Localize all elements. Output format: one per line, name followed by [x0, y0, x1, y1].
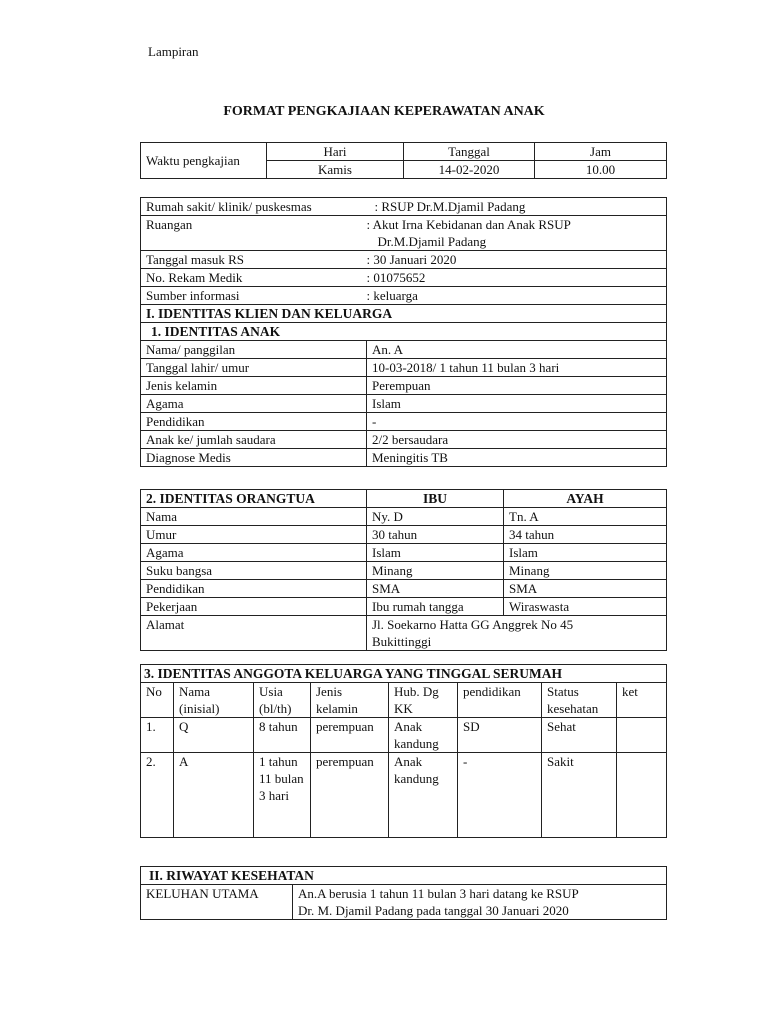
hari-value: Kamis [267, 161, 404, 179]
ruangan-line-2: Dr.M.Djamil Padang [377, 234, 487, 249]
anggota-status: Sehat [542, 718, 617, 753]
ayah-value: Islam [504, 544, 667, 562]
orangtua-label: Nama [141, 508, 367, 526]
anggota-table [140, 664, 667, 838]
anak-value: An. A [367, 341, 667, 359]
orangtua-label: Suku bangsa [141, 562, 367, 580]
orangtua-title: 2. IDENTITAS ORANGTUA [141, 490, 367, 508]
anggota-usia: 1 tahun 11 bulan 3 hari [254, 753, 311, 838]
ibu-value: 30 tahun [367, 526, 504, 544]
ayah-value: Tn. A [504, 508, 667, 526]
anak-label: Diagnose Medis [141, 449, 367, 467]
info-value: : 30 Januari 2020 [367, 251, 667, 269]
section-riwayat: II. RIWAYAT KESEHATAN [141, 867, 667, 885]
jam-value: 10.00 [535, 161, 667, 179]
anggota-no: 2. [141, 753, 174, 838]
anggota-jk: perempuan [311, 753, 389, 838]
anak-value: Meningitis TB [367, 449, 667, 467]
anggota-jk: perempuan [311, 718, 389, 753]
section-identitas: I. IDENTITAS KLIEN DAN KELUARGA [141, 305, 667, 323]
info-label: No. Rekam Medik [141, 269, 367, 287]
alamat-label: Alamat [141, 616, 367, 651]
anak-value: 10-03-2018/ 1 tahun 11 bulan 3 hari [367, 359, 667, 377]
ibu-value: SMA [367, 580, 504, 598]
anak-label: Tanggal lahir/ umur [141, 359, 367, 377]
ayah-value: Minang [504, 562, 667, 580]
anak-value: - [367, 413, 667, 431]
header-nama: Nama (inisial) [174, 683, 254, 718]
hari-header: Hari [267, 143, 404, 161]
jam-header: Jam [535, 143, 667, 161]
anggota-title: 3. IDENTITAS ANGGOTA KELUARGA YANG TINGGAL SERUMAH [141, 665, 667, 683]
alamat-value [367, 616, 667, 651]
orangtua-label: Pendidikan [141, 580, 367, 598]
anggota-pendidikan: - [458, 753, 542, 838]
orangtua-label: Agama [141, 544, 367, 562]
anggota-pendidikan: SD [458, 718, 542, 753]
anggota-ket [617, 753, 667, 838]
info-label: Sumber informasi [141, 287, 367, 305]
ruangan-line-1: : Akut Irna Kebidanan dan Anak RSUP [366, 217, 571, 232]
waktu-label: Waktu pengkajian [141, 143, 267, 179]
anak-value: 2/2 bersaudara [367, 431, 667, 449]
ayah-value: 34 tahun [504, 526, 667, 544]
orangtua-table [140, 489, 667, 651]
ibu-value: Ibu rumah tangga [367, 598, 504, 616]
header-pendidikan: pendidikan [458, 683, 542, 718]
keluhan-value [293, 885, 667, 920]
ibu-value: Minang [367, 562, 504, 580]
lampiran-label: Lampiran [148, 44, 199, 59]
anggota-nama: A [174, 753, 254, 838]
riwayat-table [140, 866, 667, 920]
ayah-value: Wiraswasta [504, 598, 667, 616]
identitas-table [140, 197, 667, 467]
tanggal-value: 14-02-2020 [404, 161, 535, 179]
info-label: Tanggal masuk RS [141, 251, 367, 269]
tanggal-header: Tanggal [404, 143, 535, 161]
anak-label: Jenis kelamin [141, 377, 367, 395]
anggota-status: Sakit [542, 753, 617, 838]
info-value: : 01075652 [367, 269, 667, 287]
anggota-ket [617, 718, 667, 753]
info-value [367, 216, 667, 251]
identitas-anak-title: 1. IDENTITAS ANAK [141, 323, 667, 341]
header-hub-kk: Hub. Dg KK [389, 683, 458, 718]
orangtua-label: Umur [141, 526, 367, 544]
anggota-usia: 8 tahun [254, 718, 311, 753]
anggota-nama: Q [174, 718, 254, 753]
anggota-hub: Anak kandung [389, 718, 458, 753]
anak-label: Nama/ panggilan [141, 341, 367, 359]
ibu-value: Ny. D [367, 508, 504, 526]
anggota-no: 1. [141, 718, 174, 753]
keluhan-label: KELUHAN UTAMA [141, 885, 293, 920]
info-value: : keluarga [367, 287, 667, 305]
waktu-table [140, 142, 667, 179]
ayah-value: SMA [504, 580, 667, 598]
anak-label: Anak ke/ jumlah saudara [141, 431, 367, 449]
header-usia: Usia (bl/th) [254, 683, 311, 718]
anggota-hub: Anak kandung [389, 753, 458, 838]
alamat-line-2: Bukittinggi [372, 634, 432, 649]
anak-label: Pendidikan [141, 413, 367, 431]
header-status: Status kesehatan [542, 683, 617, 718]
page-title: FORMAT PENGKAJIAAN KEPERAWATAN ANAK [223, 104, 545, 119]
ayah-header: AYAH [504, 490, 667, 508]
keluhan-line-1: An.A berusia 1 tahun 11 bulan 3 hari datang ke RSUP [298, 886, 579, 901]
info-label: Ruangan [141, 216, 367, 251]
header-ket: ket [617, 683, 667, 718]
anak-value: Perempuan [367, 377, 667, 395]
ibu-header: IBU [367, 490, 504, 508]
info-value: : RSUP Dr.M.Djamil Padang [367, 198, 667, 216]
anak-value: Islam [367, 395, 667, 413]
ibu-value: Islam [367, 544, 504, 562]
header-no: No [141, 683, 174, 718]
orangtua-label: Pekerjaan [141, 598, 367, 616]
anak-label: Agama [141, 395, 367, 413]
info-label: Rumah sakit/ klinik/ puskesmas [141, 198, 367, 216]
alamat-line-1: Jl. Soekarno Hatta GG Anggrek No 45 [372, 617, 574, 632]
header-jenis-kelamin: Jenis kelamin [311, 683, 389, 718]
keluhan-line-2: Dr. M. Djamil Padang pada tanggal 30 Januari 2020 [298, 903, 569, 918]
